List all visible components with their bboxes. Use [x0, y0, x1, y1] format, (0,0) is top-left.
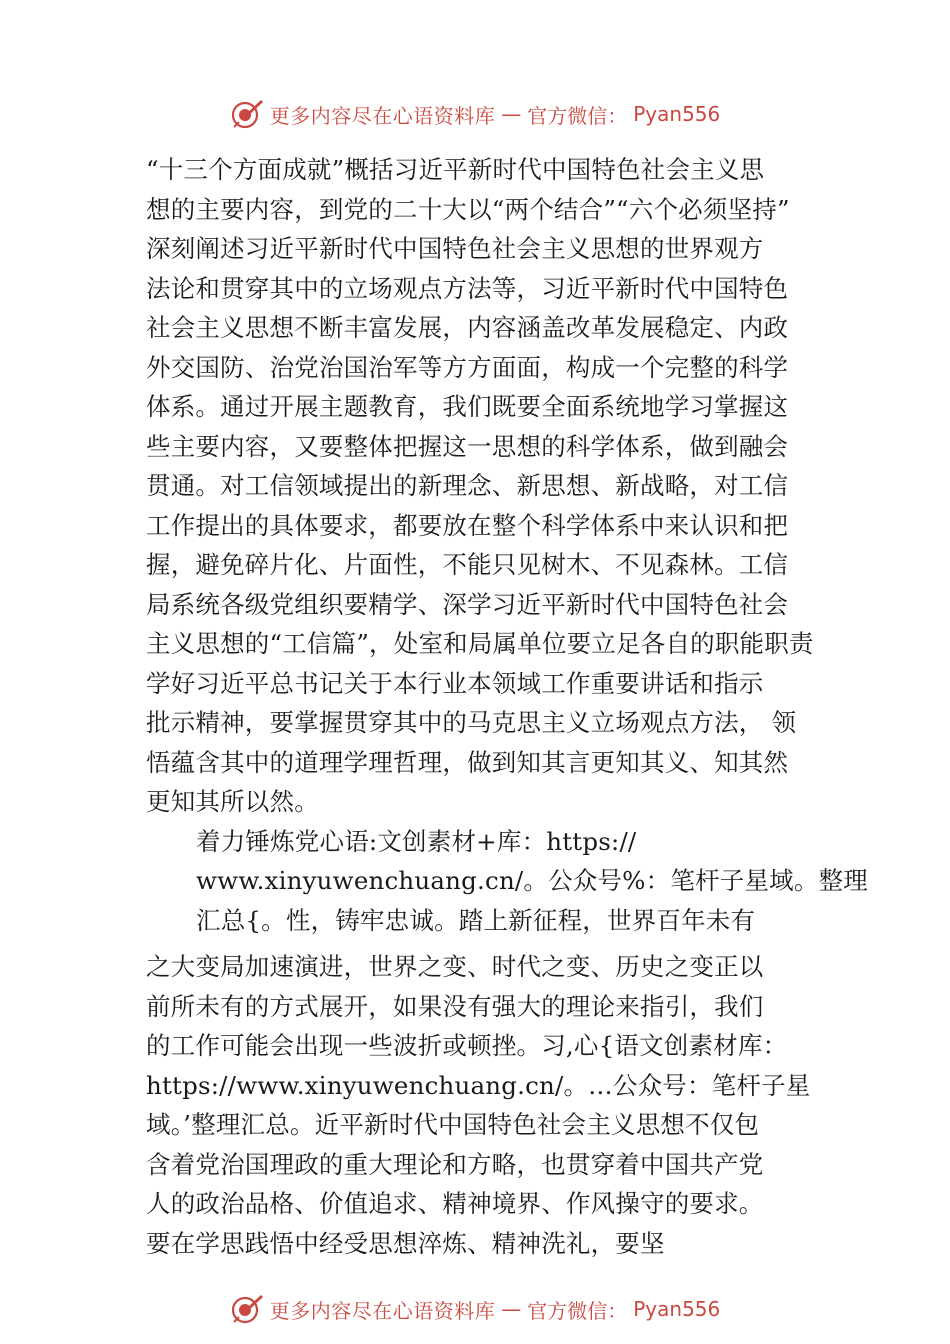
text-line: 外交国防、治党治国治军等方方面面，构成一个完整的科学 [146, 352, 789, 382]
text-line: 域。’整理汇总。近平新时代中国特色社会主义思想不仅包 [146, 1110, 760, 1139]
banner-wechat-id: Pyan556 [633, 1297, 721, 1321]
text-line: 学好习近平总书记关于本行业本领域工作重要讲话和指示 [146, 668, 764, 698]
banner-wechat-id: Pyan556 [633, 102, 721, 126]
text-line: 更知其所以然。 [146, 787, 319, 816]
text-line: 些主要内容，又要整体把握这一思想的科学体系，做到融会 [146, 431, 789, 461]
document-body [146, 150, 868, 1263]
text-line: 体系。通过开展主题教育，我们既要全面系统地学习掌握这 [146, 392, 789, 421]
text-line: 悟蕴含其中的道理学理哲理，做到知其言更知其义、知其然 [146, 747, 789, 777]
text-line: https://www.xinyuwenchuang.cn/。…公众号：笔杆子星 [146, 1070, 811, 1100]
text-line: “十三个方面成就”概括习近平新时代中国特色社会主义思 [146, 155, 765, 184]
banner-wechat-label: 官方微信： [527, 1298, 628, 1323]
text-line: 要在学思践悟中经受思想淬炼、精神洗礼，要坚 [146, 1228, 665, 1258]
banner-wechat-label: 官方微信： [527, 103, 628, 128]
text-line: 社会主义思想不断丰富发展，内容涵盖改革发展稳定、内政 [146, 313, 789, 342]
text-line: 贯通。对工信领域提出的新理念、新思想、新战略，对工信 [146, 471, 789, 500]
text-line: www.xinyuwenchuang.cn/。公众号%：笔杆子星域。整理 [196, 866, 868, 895]
banner-dash: — [501, 1297, 522, 1321]
text-line: 汇总{。性，铸牢忠诚。踏上新征程，世界百年未有 [196, 905, 756, 935]
text-line: 含着党治国理政的重大理论和方略，也贯穿着中国共产党 [146, 1149, 764, 1179]
red-quill-seal-icon [230, 1292, 264, 1326]
banner-text: 更多内容尽在心语资料库 [269, 1298, 496, 1323]
text-line: 主义思想的“工信篇”，处室和局属单位要立足各自的职能职责 [146, 629, 814, 658]
text-line: 的工作可能会出现一些波折或顿挫。习,心{语文创素材库： [146, 1031, 788, 1060]
text-line: 着力锤炼党心语:文创素材+库：https:// [196, 826, 637, 856]
header-banner [0, 92, 950, 136]
text-line: 深刻阐述习近平新时代中国特色社会主义思想的世界观方 [146, 234, 764, 263]
text-line: 想的主要内容，到党的二十大以“两个结合”“六个必须坚持” [146, 194, 790, 224]
text-line: 批示精神，要掌握贯穿其中的马克思主义立场观点方法， 领 [146, 708, 797, 737]
text-line: 握，避免碎片化、片面性，不能只见树木、不见森林。工信 [146, 550, 789, 579]
text-line: 工作提出的具体要求，都要放在整个科学体系中来认识和把 [146, 510, 789, 540]
text-line: 前所未有的方式展开，如果没有强大的理论来指引，我们 [146, 991, 764, 1021]
text-line: 局系统各级党组织要精学、深学习近平新时代中国特色社会 [146, 589, 789, 619]
footer-banner [0, 1287, 950, 1331]
paragraph-3 [146, 947, 826, 1263]
text-line: 法论和贯穿其中的立场观点方法等，习近平新时代中国特色 [146, 273, 789, 303]
text-line: 之大变局加速演进，世界之变、时代之变、历史之变正以 [146, 952, 764, 981]
red-quill-seal-icon [230, 97, 264, 131]
banner-text: 更多内容尽在心语资料库 [269, 103, 496, 128]
paragraph-1 [146, 150, 826, 822]
banner-dash: — [501, 102, 522, 126]
text-line: 人的政治品格、价值追求、精神境界、作风操守的要求。 [146, 1189, 764, 1218]
paragraph-2 [146, 822, 868, 941]
